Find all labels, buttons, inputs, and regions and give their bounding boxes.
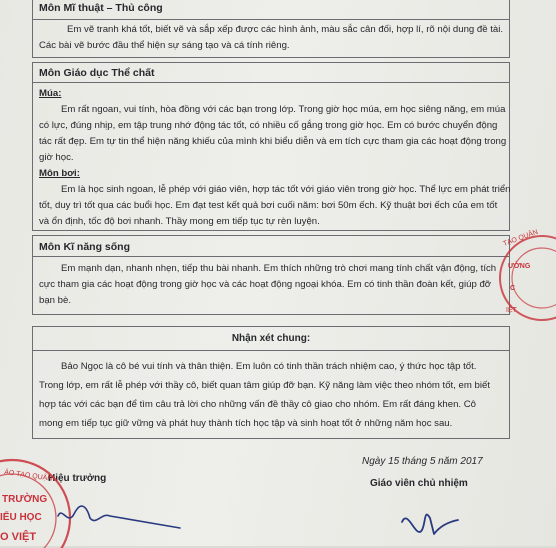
skills-line: Em mạnh dạn, nhanh nhẹn, tiếp thu bài nhanh. Em thích những trò chơi mang tính chất vận động, tích bbox=[61, 263, 497, 274]
art-line: Em vẽ tranh khá tốt, biết vẽ và sắp xếp được các hình ảnh, màu sắc cân đối, hợp lí, rõ nội dung đề tài. bbox=[67, 24, 504, 35]
swim-line: tốt, duy trì tốt qua các buổi học. Em đạt test kết quả bơi cuối năm: bơi 50m ếch. Kỹ thuật bơi ếch của em tốt bbox=[39, 200, 498, 211]
stamp-right-text: C bbox=[510, 285, 516, 292]
general-title-box bbox=[32, 326, 510, 351]
stamp-left-text: O VIỆT bbox=[0, 531, 37, 543]
art-title-box bbox=[32, 0, 510, 20]
swim-line: và ổn định, tốc độ bơi nhanh. Thầy mong em tiếp tục tự rèn luyện. bbox=[39, 216, 320, 227]
teacher-label: Giáo viên chủ nhiệm bbox=[370, 478, 468, 489]
teacher-signature bbox=[394, 500, 464, 544]
general-title: Nhận xét chung: bbox=[231, 333, 311, 344]
principal-label: Hiệu trưởng bbox=[48, 473, 107, 484]
stamp-right-text: ƯỜNG bbox=[508, 263, 531, 270]
general-line: Trong lớp, em rất lễ phép với thầy cô, biết quan tâm giúp đỡ bạn. Kỹ năng làm việc theo nhóm tốt, em biết bbox=[39, 380, 491, 391]
general-line: hợp tác với các bạn để tìm câu trả lời cho những vấn đề thầy cô giao cho nhóm. Em rất đáng khen. Cô bbox=[39, 399, 477, 410]
skills-title-box bbox=[32, 235, 510, 257]
stamp-left-text: TRƯỜNG bbox=[2, 494, 48, 505]
art-title: Môn Mĩ thuật – Thủ công bbox=[39, 2, 163, 14]
general-line: mong em tiếp tục giữ vững và phát huy thành tích học tập và sinh hoạt tốt ở những năm học sau. bbox=[39, 418, 453, 429]
stamp-left-text: ÀO TẠO QUẬN bbox=[3, 469, 53, 483]
stamp-left-text: IỂU HỌC bbox=[0, 512, 42, 523]
pe-title-box bbox=[32, 62, 510, 83]
dance-line: Em rất ngoan, vui tính, hòa đồng với các bạn trong lớp. Trong giờ học múa, em học siêng năng, em múa bbox=[61, 104, 506, 115]
stamp-right-text: IỆT bbox=[506, 307, 517, 314]
report-date: Ngày 15 tháng 5 năm 2017 bbox=[362, 456, 483, 467]
dance-label: Múa: bbox=[39, 88, 62, 99]
swim-line: Em là học sinh ngoan, lễ phép với giáo viên, hợp tác tốt với giáo viên trong giờ học. Thể lực em phát triển bbox=[61, 184, 511, 195]
pe-title: Môn Giáo dục Thể chất bbox=[39, 67, 155, 79]
school-stamp-right bbox=[496, 228, 556, 328]
pe-comment-box bbox=[32, 83, 510, 231]
dance-line: có lực, đúng nhịp, em tập trung nhớ động tác tốt, có nhiều cố gắng trong giờ học. Em có bước chuyển động bbox=[39, 120, 498, 131]
art-line: Các bài vẽ bước đầu thể hiện sự sáng tạo và cá tính riêng. bbox=[39, 40, 290, 51]
stamp-right-text: TẠO QUẬN bbox=[502, 228, 540, 248]
general-comment-box bbox=[32, 351, 510, 439]
skills-line: cực tham gia các hoạt động trong giờ học và các hoạt động ngoại khóa. Em có tinh thần đoàn kết, giúp đỡ bbox=[39, 279, 492, 290]
swim-label: Môn bơi: bbox=[39, 168, 80, 179]
dance-line: tác rất đẹp. Em tự tin thể hiện năng khiếu của mình khi biểu diễn và em tích cực tham gia các hoạt động trong bbox=[39, 136, 507, 147]
skills-line: bạn bè. bbox=[39, 295, 72, 306]
skills-title: Môn Kĩ năng sống bbox=[39, 241, 130, 253]
art-comment-box bbox=[32, 20, 510, 58]
dance-line: giờ học. bbox=[39, 152, 74, 163]
skills-comment-box bbox=[32, 257, 510, 315]
general-line: Bảo Ngọc là cô bé vui tính và thân thiện. Em luôn có tinh thần trách nhiệm cao, ý thức học tập tốt. bbox=[61, 361, 477, 372]
principal-signature bbox=[40, 496, 190, 546]
